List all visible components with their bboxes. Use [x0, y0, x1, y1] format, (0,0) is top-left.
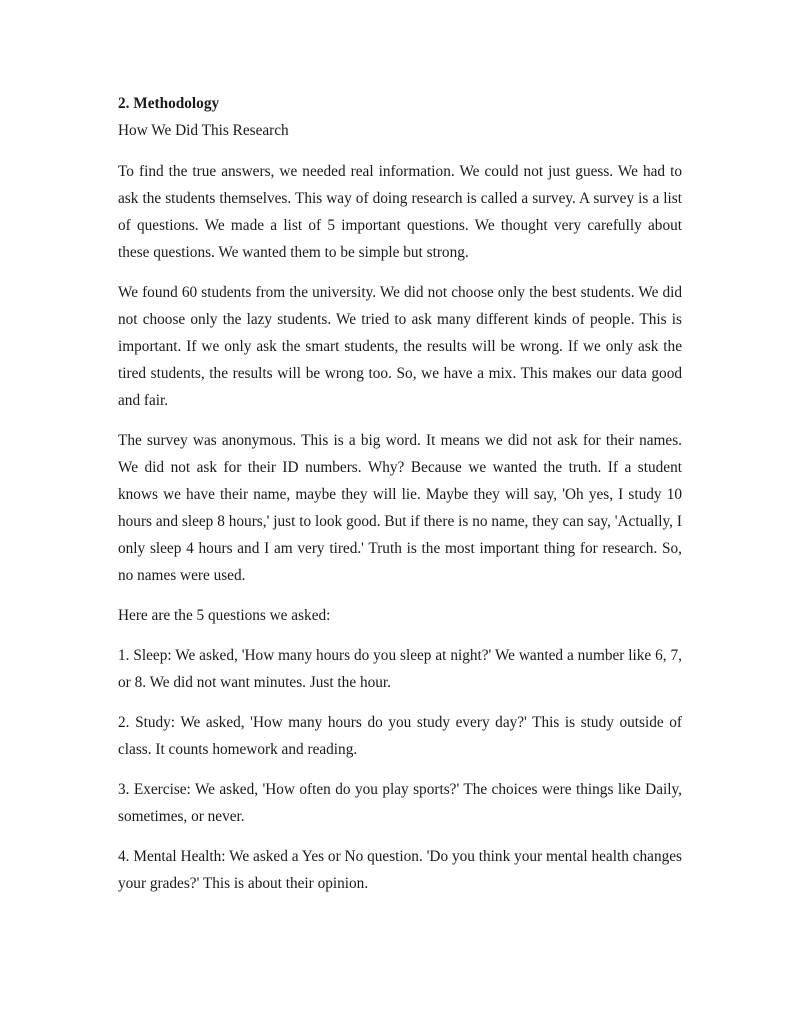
paragraph-survey-intro: To find the true answers, we needed real information. We could not just guess. We had to ask the students themselves. This way of doing research is called a survey. A survey is a list of questions. We made a list of 5 important questions. We thought very carefully about these questions. We wanted them to be simple but strong. — [118, 163, 682, 261]
question-item-study: 2. Study: We asked, 'How many hours do you study every day?' This is study outside of class. It counts homework and reading. — [118, 714, 682, 758]
paragraph-questions-lead: Here are the 5 questions we asked: — [118, 607, 331, 624]
question-item-mental-health: 4. Mental Health: We asked a Yes or No question. 'Do you think your mental health changes your grades?' This is about their opinion. — [118, 848, 682, 892]
section-subheading: How We Did This Research — [118, 122, 289, 139]
question-item-exercise: 3. Exercise: We asked, 'How often do you play sports?' The choices were things like Daily, sometimes, or never. — [118, 781, 682, 825]
paragraph-participants: We found 60 students from the university. We did not choose only the best students. We did not choose only the lazy students. We tried to ask many different kinds of people. This is important. If we only ask the smart students, the results will be wrong. If we only ask the tired students, the results will be wrong too. So, we have a mix. This makes our data good and fair. — [118, 284, 682, 409]
section-heading: 2. Methodology — [118, 95, 220, 112]
question-item-sleep: 1. Sleep: We asked, 'How many hours do you sleep at night?' We wanted a number like 6, 7, or 8. We did not want minutes. Just the hour. — [118, 647, 682, 691]
paragraph-anonymity: The survey was anonymous. This is a big word. It means we did not ask for their names. We did not ask for their ID numbers. Why? Because we wanted the truth. If a student knows we have their name, maybe they will lie. Maybe they will say, 'Oh yes, I study 10 hours and sleep 8 hours,' just to look good. But if there is no name, they can say, 'Actually, I only sleep 4 hours and I am very tired.' Truth is the most important thing for research. So, no names were used. — [118, 432, 682, 584]
document-page — [118, 90, 682, 910]
